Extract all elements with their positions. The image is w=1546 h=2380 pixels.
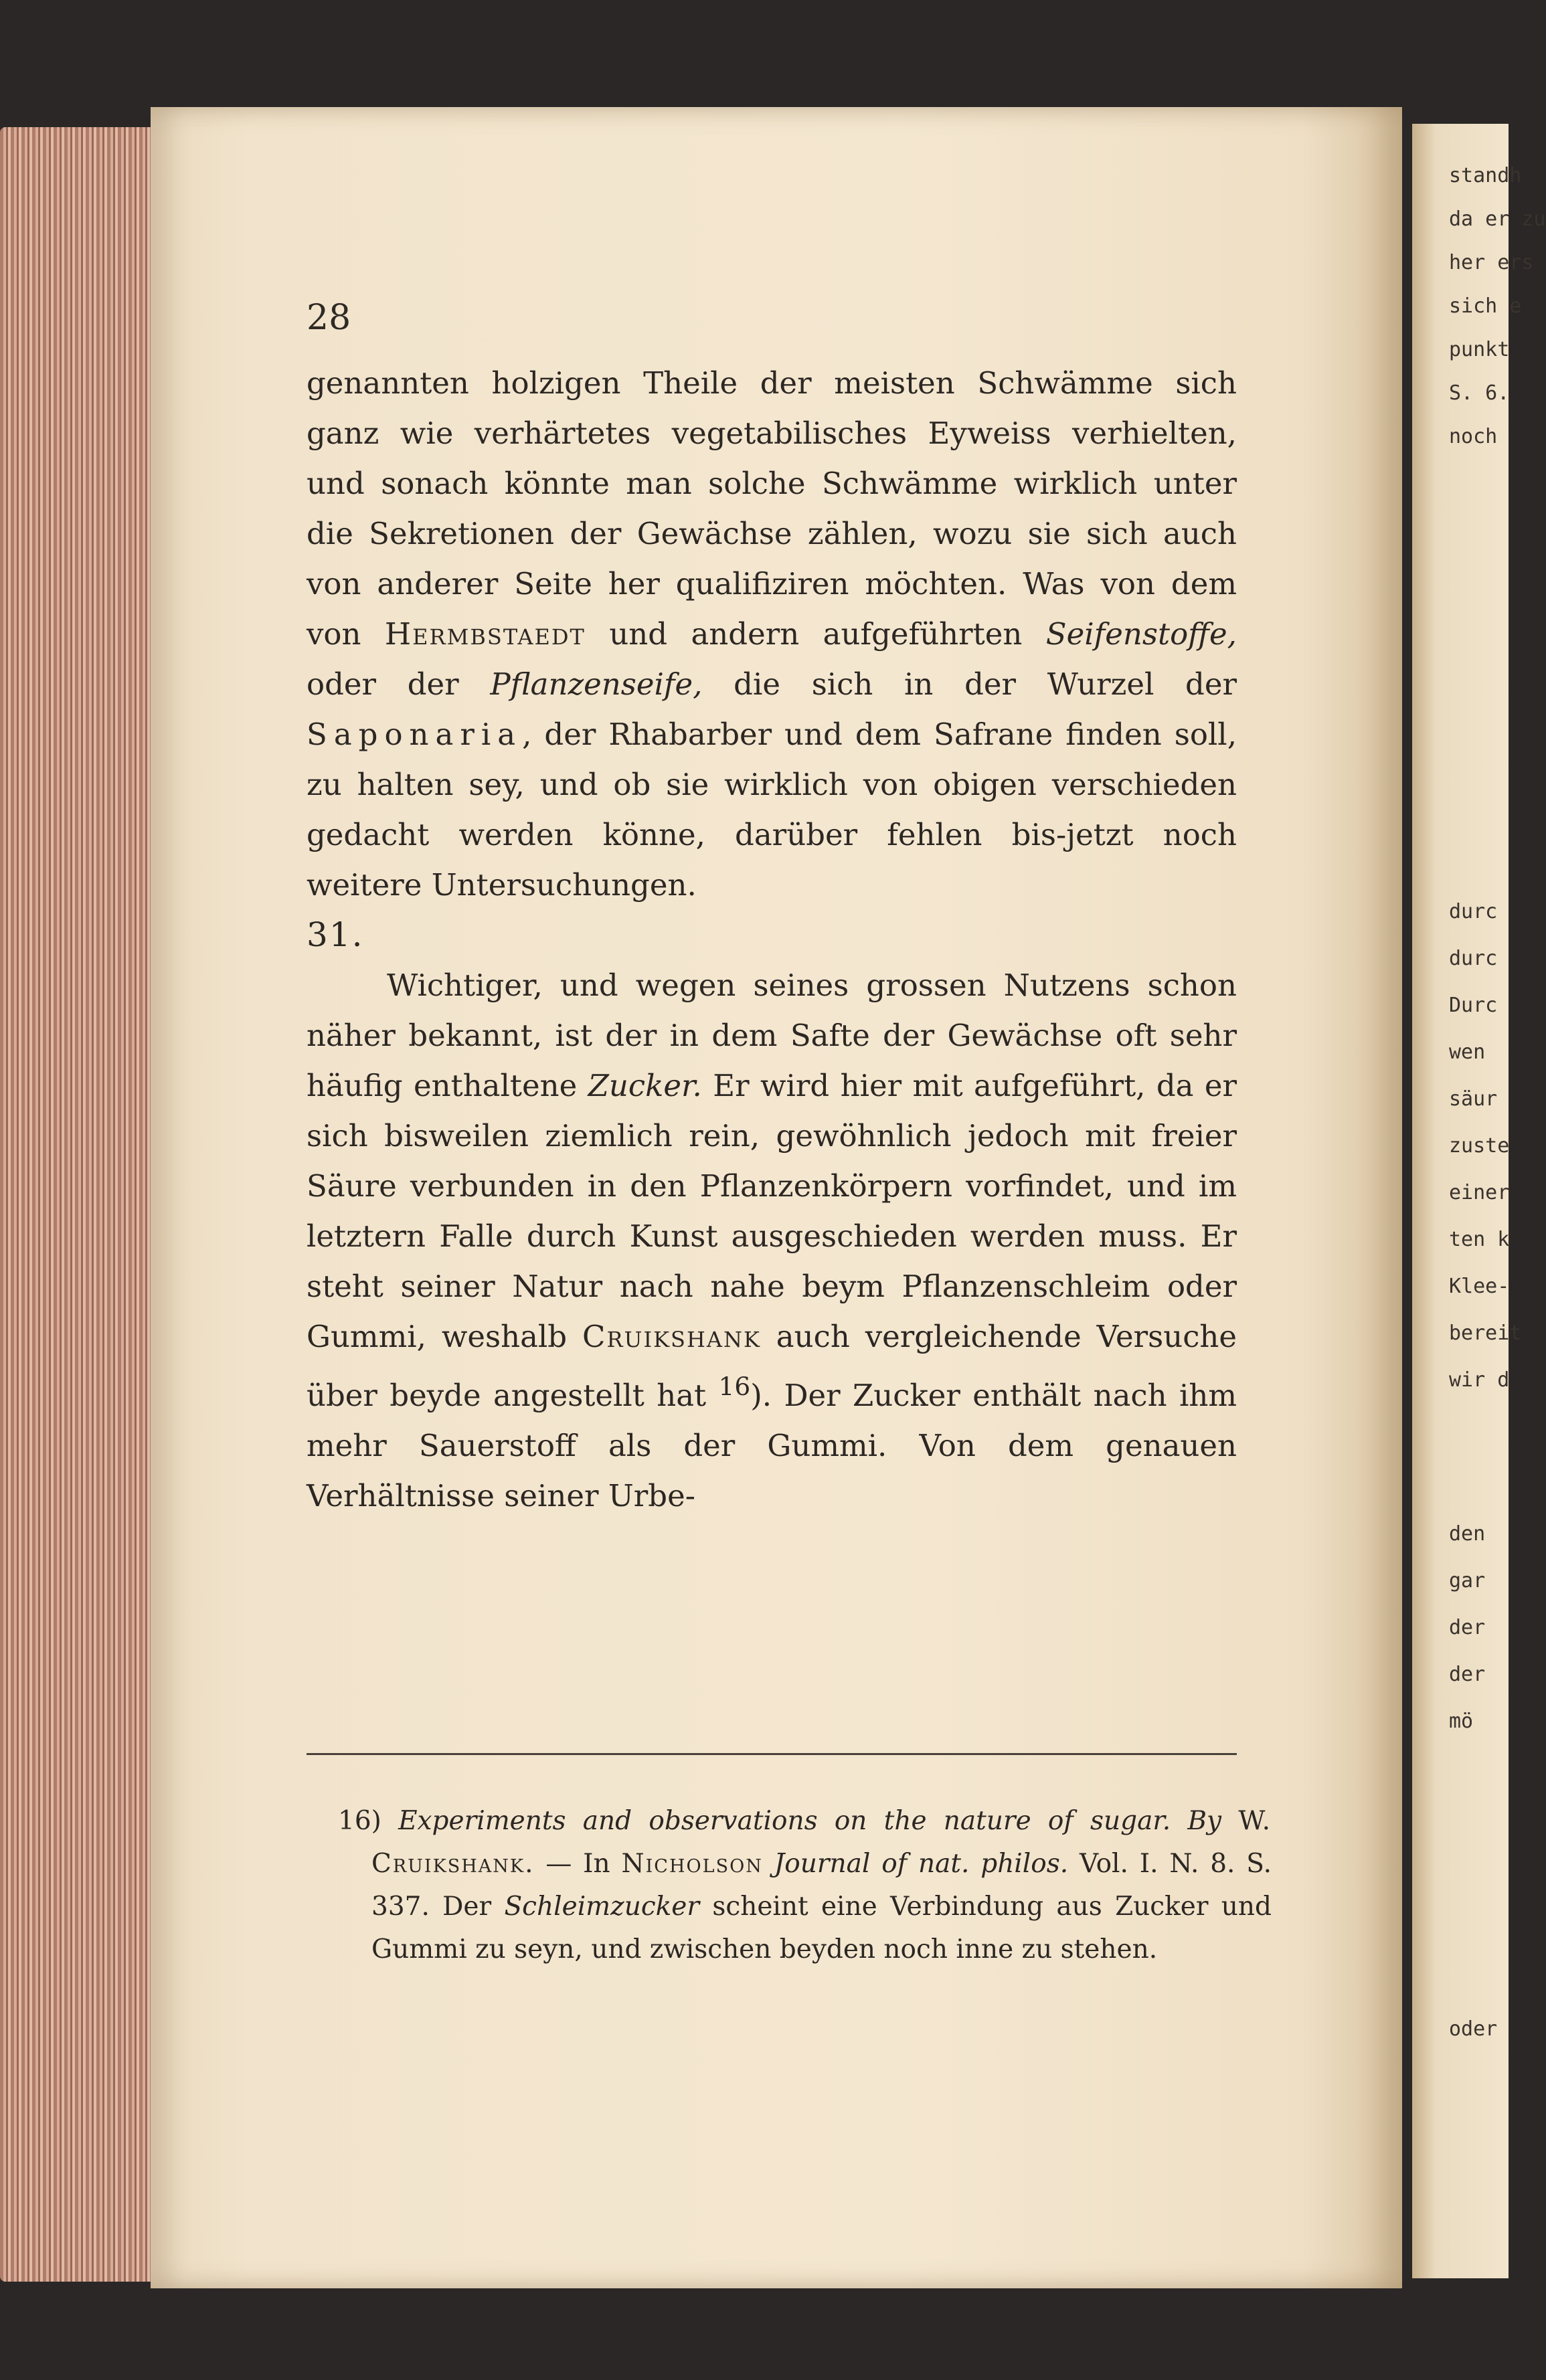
adjacent-page-fragment: wen [1449, 1040, 1486, 1064]
text-run: auch vergleichende Versuche über beyde angestellt hat [307, 1319, 1237, 1413]
book-page-edges [0, 127, 161, 2282]
adjacent-page-fragment: her ers [1449, 251, 1534, 274]
italic-term: Pflanzenseife, [490, 666, 703, 702]
text-run: die sich in der Wurzel der [702, 666, 1237, 702]
footnote [338, 1800, 1272, 1971]
italic-term: Zucker. [588, 1068, 702, 1103]
adjacent-page-fragment: durc [1449, 900, 1498, 923]
spaced-term: Saponaria [307, 717, 523, 752]
italic-term: Seifenstoffe, [1045, 616, 1237, 652]
adjacent-page-fragment: säur [1449, 1087, 1498, 1111]
adjacent-page-fragment: oder [1449, 2017, 1498, 2041]
footnote-title: Experiments and observations on the nature of sugar. [398, 1806, 1171, 1836]
adjacent-page-fragment: durc [1449, 947, 1498, 970]
text-run: genannten holzigen Theile der meisten Schwämme sich ganz wie verhärtetes vegetabilisches Eyweiss verhielten, und sonach könnte man solche Schwämme wirklich unter die Sekretionen der Gewächse zählen, wozu sie sich auch von anderer Seite her qualifiziren möchten. Was von dem von [307, 365, 1237, 652]
adjacent-page-fragment: Durc [1449, 994, 1498, 1017]
adjacent-page-fragment: Klee- [1449, 1275, 1510, 1298]
text-run: Er wird hier mit aufgeführt, da er sich bisweilen ziemlich rein, gewöhnlich jedoch mit freier Säure verbunden in den Pflanzenkörpern vorfindet, und im letztern Falle durch Kunst ausgeschieden werden muss. Er steht seiner Natur nach nahe beym Pflanzenschleim oder Gummi, weshalb [307, 1068, 1237, 1354]
adjacent-page-fragment: den [1449, 1522, 1486, 1546]
adjacent-page-fragment: punkt [1449, 338, 1510, 361]
section-heading: 31. [307, 915, 364, 954]
text-run: , der Rhabarber und dem Safrane finden soll, zu halten sey, und ob sie wirklich von obigen verschieden gedacht werden könne, darüber fehlen bis-jetzt noch weitere Untersuchungen. [307, 717, 1237, 903]
adjacent-page-fragment: einer [1449, 1181, 1510, 1204]
text-run: — In [534, 1849, 622, 1879]
text-run: Vol. I. N. 8. S. 337. Der [371, 1849, 1272, 1922]
footnote-by: By [1187, 1806, 1222, 1836]
text-run: und andern aufgeführten [585, 616, 1046, 652]
adjacent-page-fragment: der [1449, 1663, 1486, 1686]
footnote-marker: 16) [338, 1806, 381, 1836]
text-run: oder der [307, 666, 491, 702]
author-name: Cruikshank [582, 1319, 761, 1354]
adjacent-page-fragment: ten k [1449, 1228, 1510, 1251]
paragraph-2 [307, 960, 1237, 1521]
author-name: Hermbstaedt [384, 616, 586, 652]
adjacent-page-fragment: da er zu [1449, 207, 1546, 231]
adjacent-page-fragment: zuste [1449, 1134, 1510, 1158]
adjacent-page-fragment: standh [1449, 164, 1522, 187]
footnote-journal: Journal of nat. philos. [774, 1849, 1069, 1879]
adjacent-page-fragment: noch [1449, 425, 1498, 448]
adjacent-page-fragment: sich e [1449, 294, 1522, 318]
text-run: ). Der Zucker enthält nach ihm mehr Sauerstoff als der Gummi. Von dem genauen Verhältnisse seiner Urbe- [307, 1378, 1237, 1514]
adjacent-page-fragment: bereit [1449, 1321, 1522, 1345]
adjacent-page-fragment: der [1449, 1616, 1486, 1639]
footnote-author: W. Cruikshank. [371, 1806, 1272, 1879]
paragraph-1 [307, 358, 1237, 910]
footnote-reference: 16 [718, 1372, 751, 1401]
main-text [307, 358, 1237, 1521]
footnote-journal-author: Nicholson [621, 1849, 763, 1879]
text-run: scheint eine Verbindung aus Zucker und Gummi zu seyn, und zwischen beyden noch inne zu stehen. [371, 1892, 1272, 1964]
italic-term: Schleimzucker [504, 1892, 700, 1922]
adjacent-page-fragment: mö [1449, 1710, 1474, 1733]
adjacent-page-fragment: S. 6. [1449, 381, 1510, 405]
footnote-divider [307, 1753, 1237, 1755]
adjacent-page-fragment: gar [1449, 1569, 1486, 1592]
adjacent-page-fragment: wir d [1449, 1368, 1510, 1392]
page-number: 28 [307, 298, 351, 338]
adjacent-page [1412, 124, 1546, 2278]
text-run: Wichtiger, und wegen seines grossen Nutzens schon näher bekannt, ist der in dem Safte der Gewächse oft sehr häufig enthaltene [307, 968, 1237, 1103]
